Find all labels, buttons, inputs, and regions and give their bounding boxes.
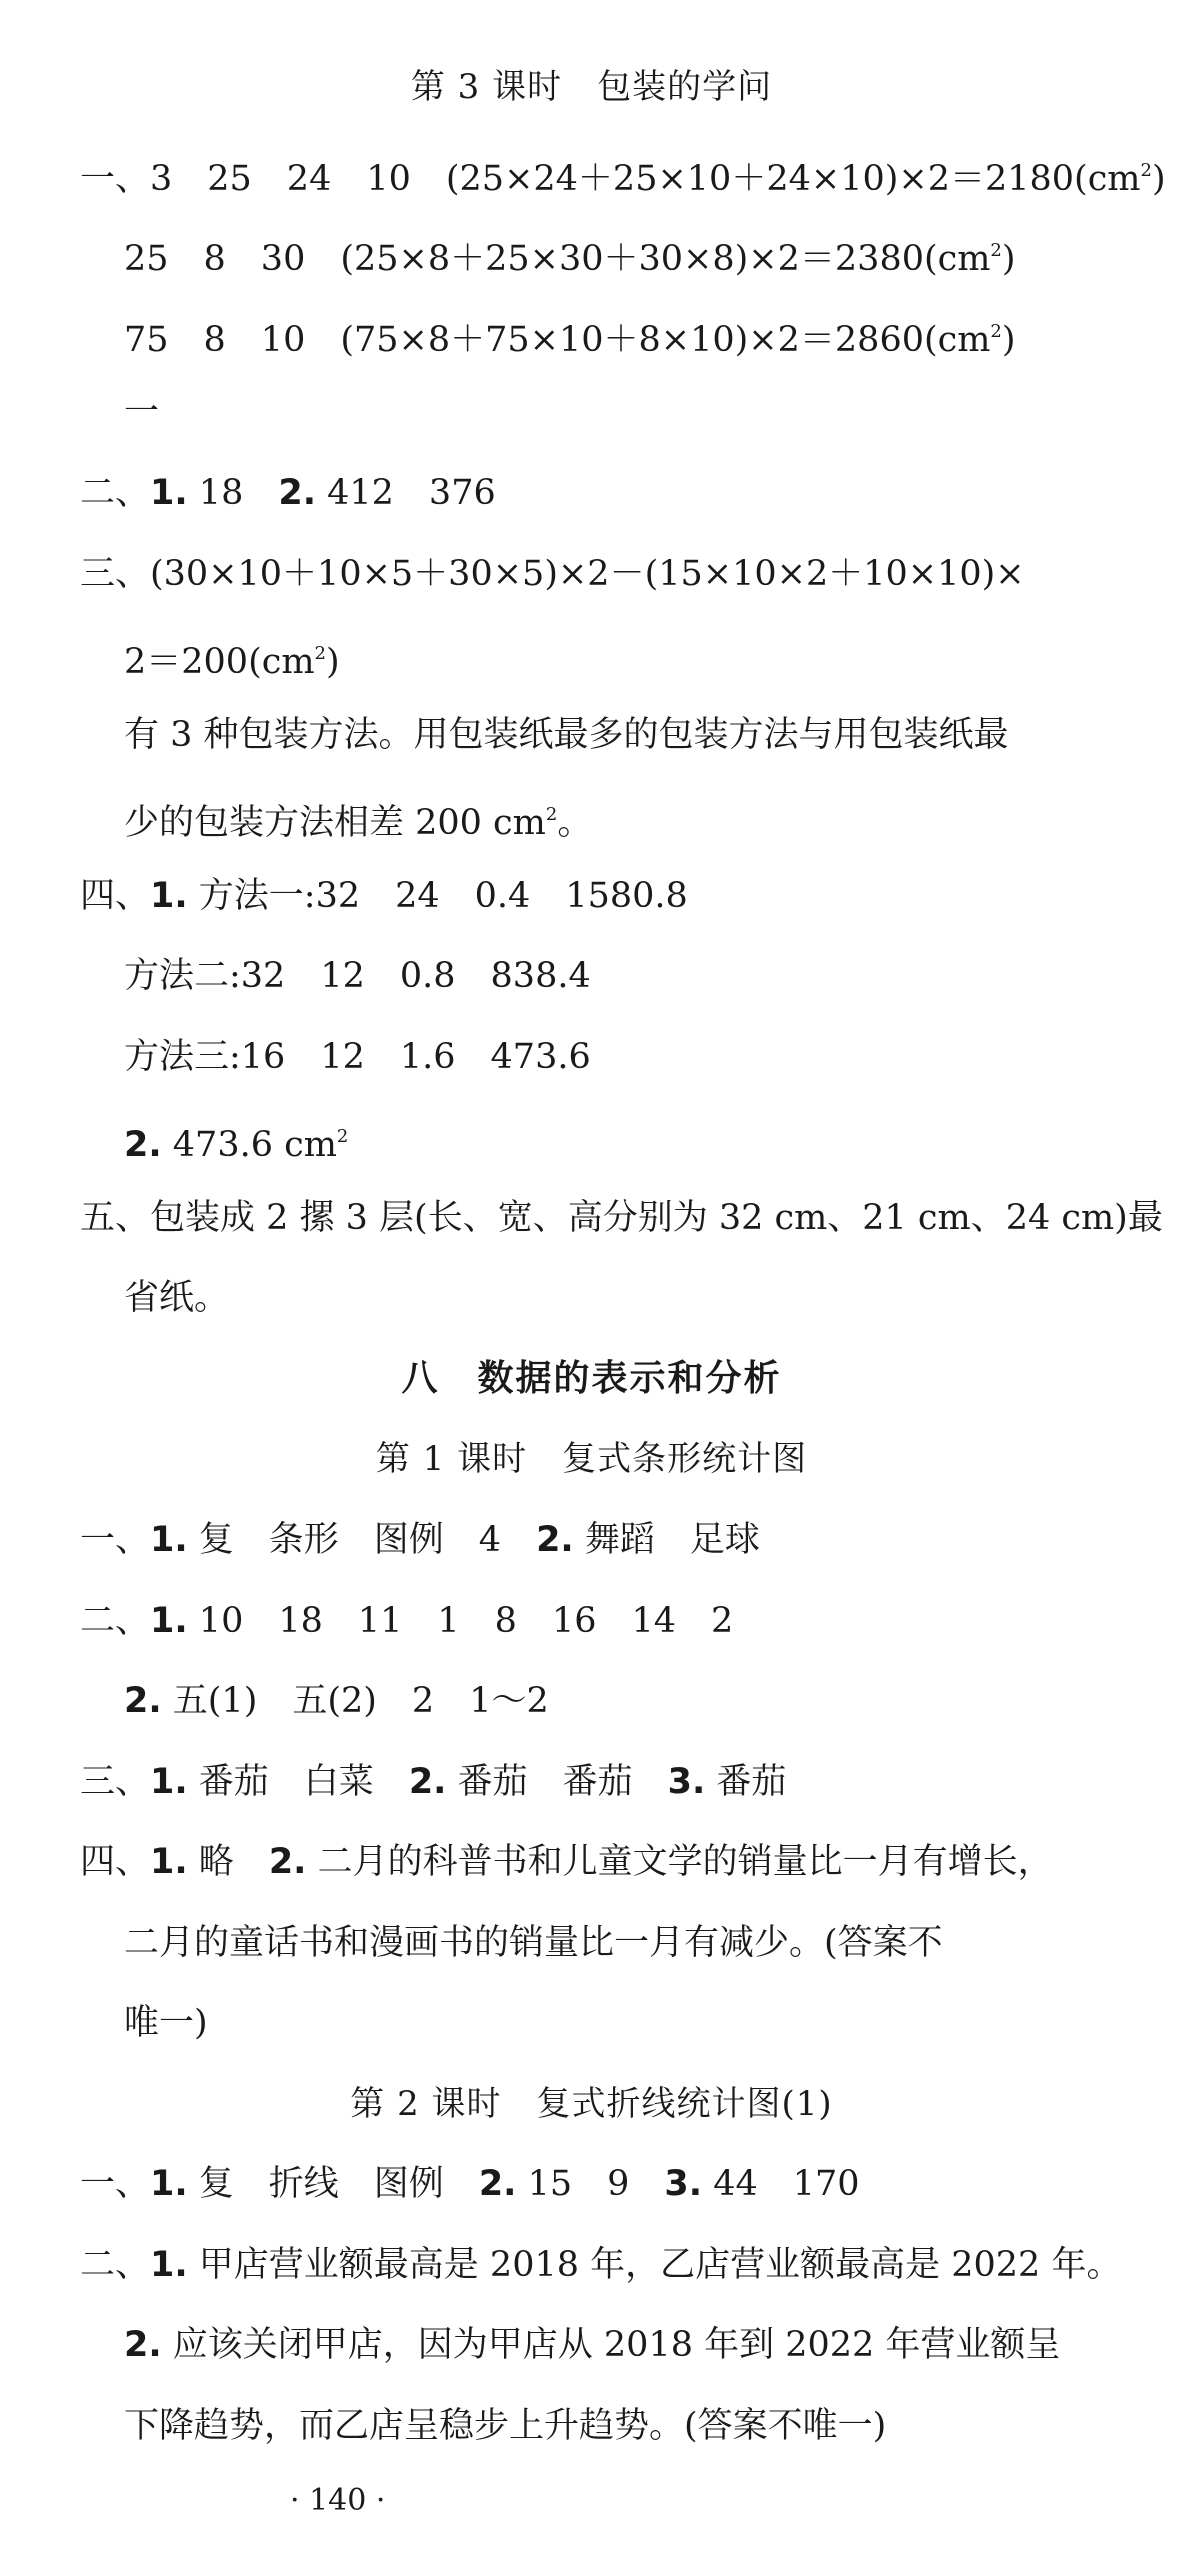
q4-line-3: 方法三:16 12 1.6 473.6 [124, 1037, 591, 1077]
q1-line-2: 25 8 30 $(25\times 8+25\times 30+30\times 8)\times 2=2380(cm^2)$ [124, 239, 1016, 279]
lesson-title: 第 3 课时 包装的学问 [410, 67, 773, 107]
unit-heading: 八 数据的表示和分析 [401, 1358, 782, 1399]
q4-line-1: 四、1. 方法一:32 24 0.4 1580.8 [80, 876, 688, 916]
q3-line-4: 少的包装方法相差 200 $cm^2$。 [124, 803, 593, 843]
lesson-title: 第 1 课时 复式条形统计图 [375, 1439, 808, 1479]
u8l1-line-3: 2. 五(1) 五(2) 2 1～2 [124, 1681, 549, 1721]
u8l1-line-1: 一、1. 复 条形 图例 4 2. 舞蹈 足球 [80, 1520, 760, 1560]
u8l2-line-4: 下降趋势，而乙店呈稳步上升趋势。(答案不唯一) [124, 2406, 887, 2446]
q5-line-1: 五、包装成 2 摞 3 层(长、宽、高分别为 32 cm、21 cm、24 cm)最 [80, 1198, 1163, 1238]
q4-line-2: 方法二:32 12 0.8 838.4 [124, 956, 591, 996]
q1-line-3: 75 8 10 $(75\times 8+75\times 10+8\times 10)\times 2=2860(cm^2)$ [124, 320, 1016, 360]
u8l1-line-4: 三、1. 番茄 白菜 2. 番茄 番茄 3. 番茄 [80, 1762, 787, 1802]
u8l2-line-3: 2. 应该关闭甲店，因为甲店从 2018 年到 2022 年营业额呈 [124, 2325, 1061, 2365]
u8l2-line-1: 一、1. 复 折线 图例 2. 15 9 3. 44 170 [80, 2164, 860, 2204]
q2-line: 二、1. 18 2. 412 376 [80, 473, 496, 513]
u8l2-line-2: 二、1. 甲店营业额最高是 2018 年，乙店营业额最高是 2022 年。 [80, 2245, 1122, 2285]
u8l1-line-2: 二、1. 10 18 11 1 8 16 14 2 [80, 1601, 734, 1641]
u8l1-line-7: 唯一) [124, 2003, 208, 2043]
page-number: · 140 · [290, 2483, 386, 2518]
q3-line-3: 有 3 种包装方法。用包装纸最多的包装方法与用包装纸最 [124, 715, 1009, 755]
q1-line-1: 一、3 25 24 10 $(25\times 24+25\times 10+24\times 10)\times 2=2180(cm^2)$ [80, 159, 1166, 199]
q3-line-2: $2=200(cm^2)$ [124, 642, 340, 682]
u8l1-line-6: 二月的童话书和漫画书的销量比一月有减少。(答案不 [124, 1923, 943, 1963]
q5-line-2: 省纸。 [124, 1278, 230, 1318]
q4-line-4: 2. 473.6 $cm^2$ [124, 1125, 349, 1165]
q1-line-4: 一 [124, 392, 160, 432]
lesson-title: 第 2 课时 复式折线统计图(1) [350, 2084, 833, 2124]
u8l1-line-5: 四、1. 略 2. 二月的科普书和儿童文学的销量比一月有增长， [80, 1842, 1053, 1882]
q3-line-1: 三、(30×10＋10×5＋30×5)×2－(15×10×2＋10×10)× [80, 554, 1025, 594]
